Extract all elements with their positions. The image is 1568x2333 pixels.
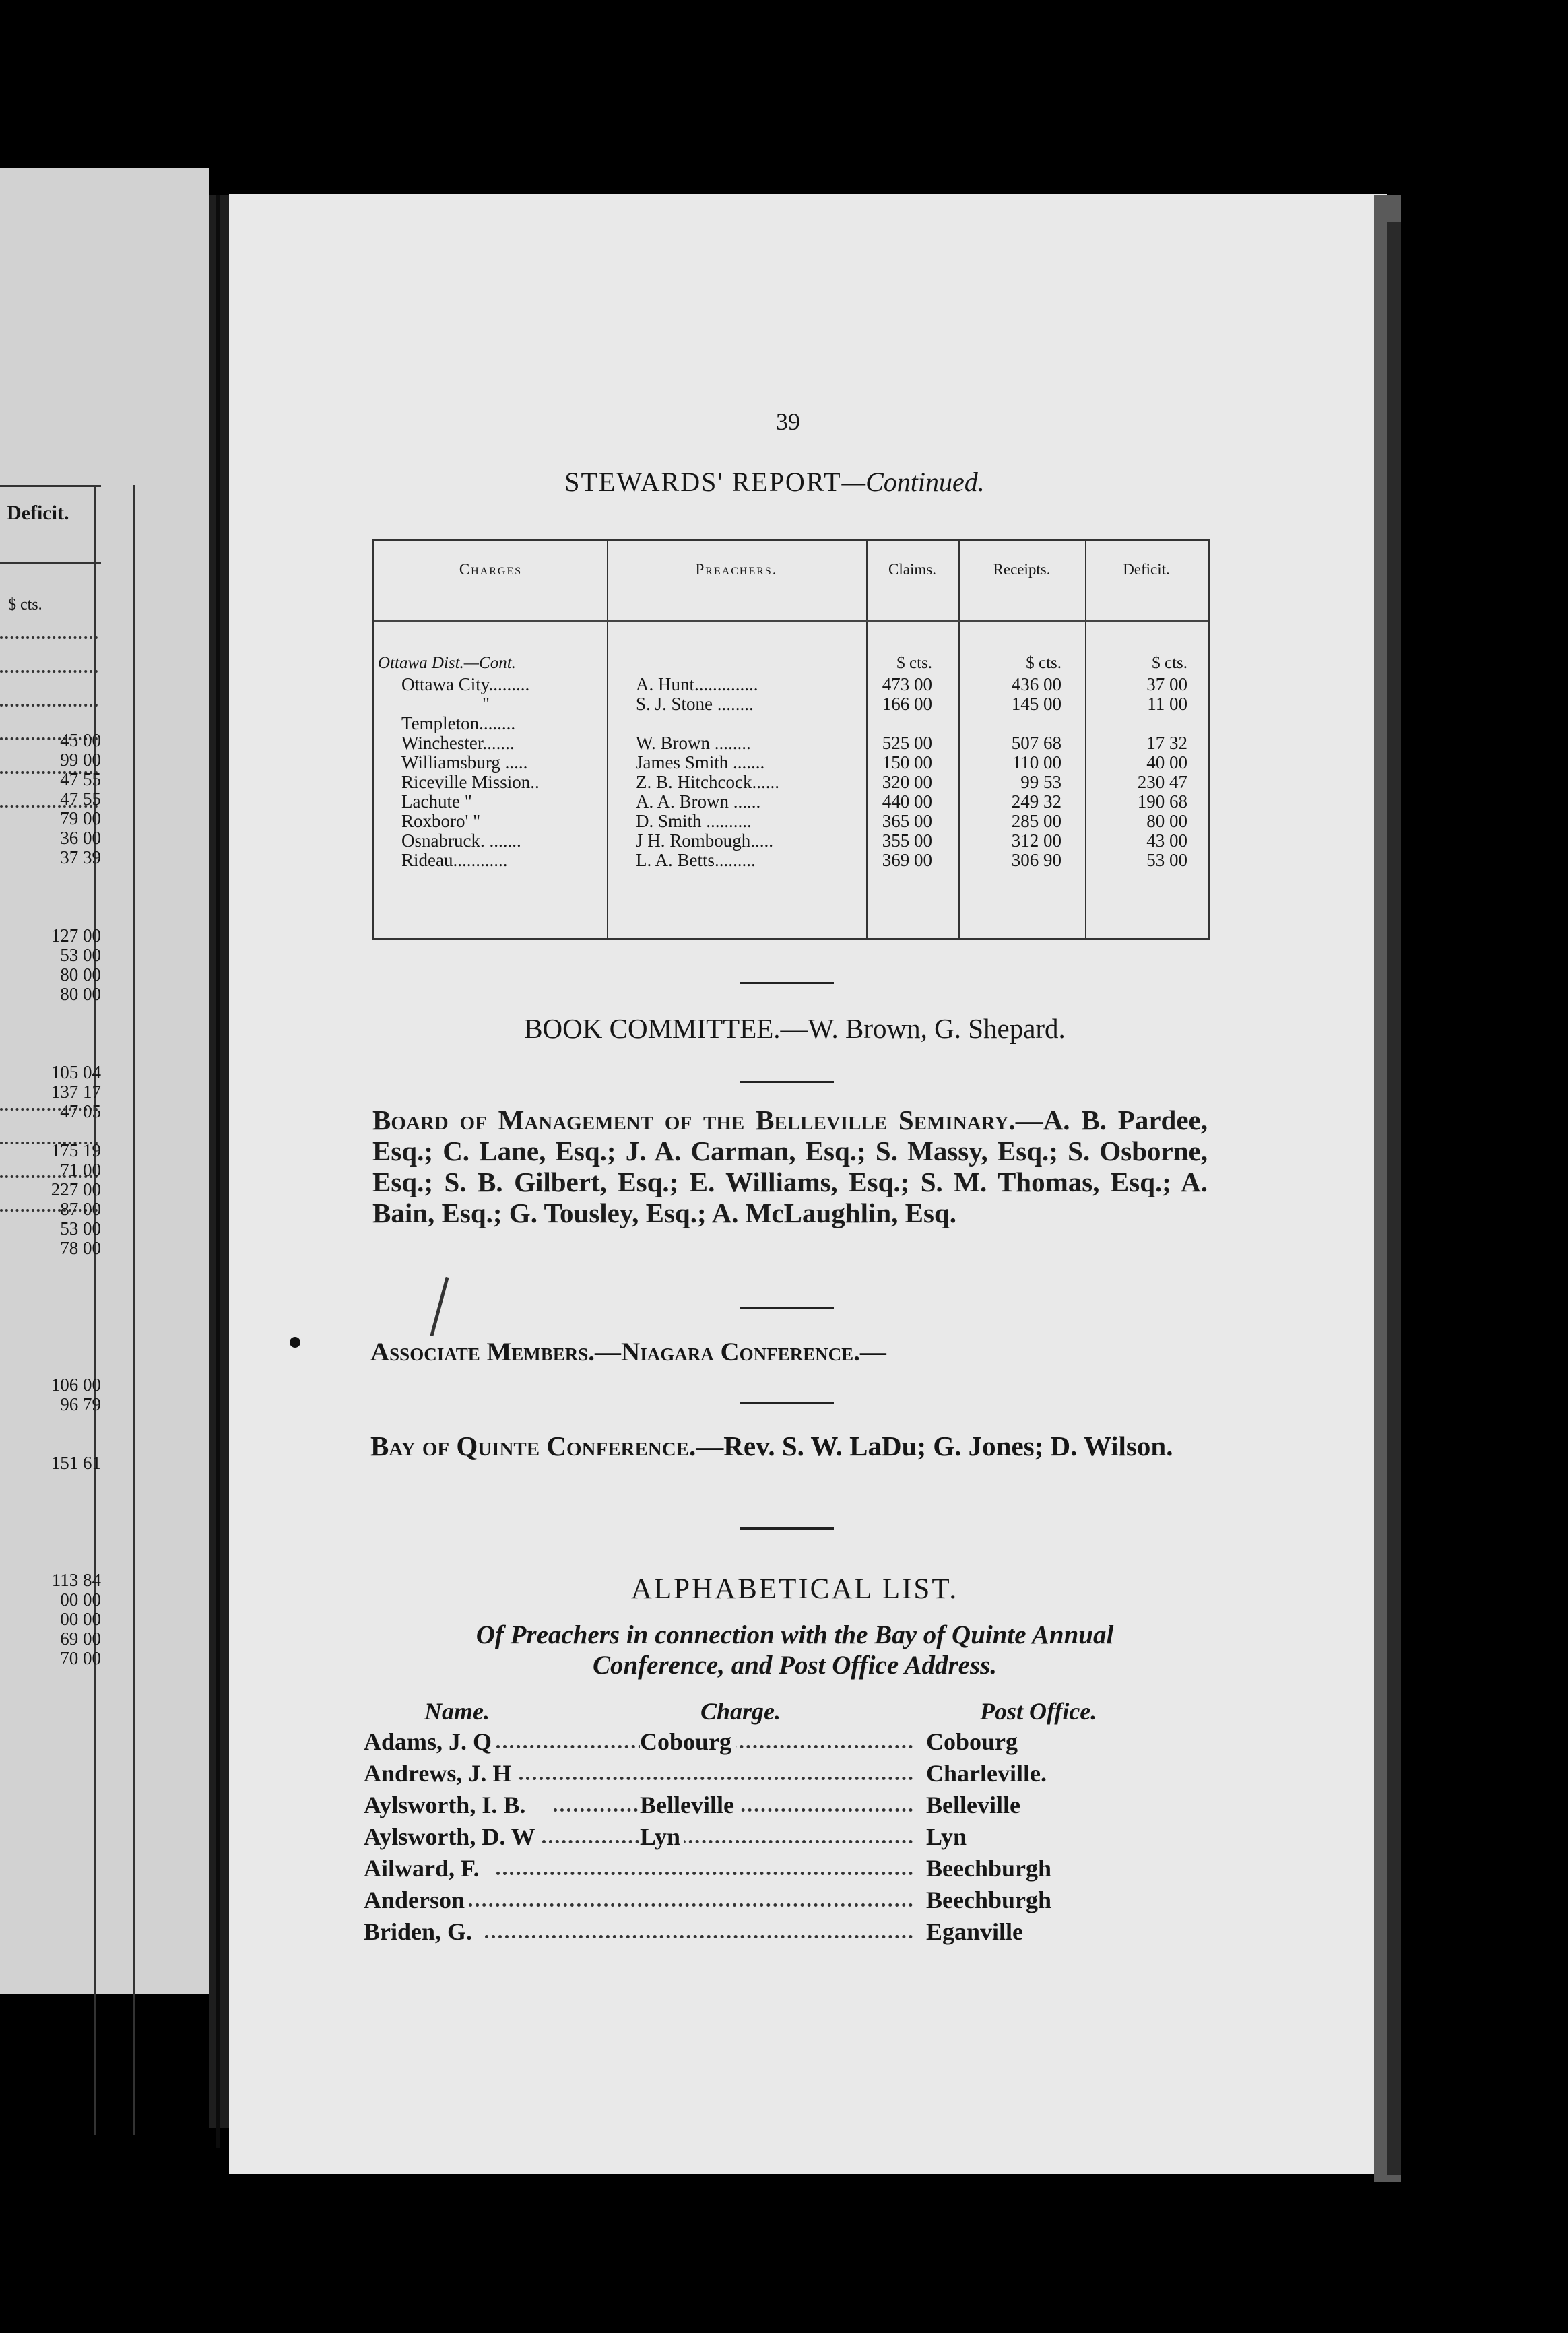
left-gap — [20, 1317, 101, 1336]
bay-quinte-text: —Rev. S. W. LaDu; G. Jones; D. Wilson. — [696, 1431, 1173, 1461]
left-gap — [20, 1551, 101, 1571]
alpha-name: Ailward, F. — [364, 1854, 484, 1882]
alpha-header-name: Name. — [424, 1698, 490, 1725]
cell-deficit: 17 32 — [1146, 733, 1187, 753]
left-dots — [0, 670, 98, 673]
cell-charge: " — [482, 694, 490, 714]
leader-dots — [519, 1777, 913, 1780]
left-gap — [20, 887, 101, 907]
table-row — [374, 713, 1208, 733]
left-value: 227 00 — [51, 1179, 101, 1200]
cell-receipts: 99 53 — [1020, 772, 1061, 792]
report-title-suffix: —Continued. — [841, 467, 985, 497]
left-gap — [20, 1492, 101, 1512]
list-item — [364, 1854, 1212, 1885]
associate-text: — — [859, 1338, 886, 1367]
cell-charge: Osnabruck. ....... — [401, 830, 521, 851]
left-dots — [0, 636, 98, 639]
left-value: 151 61 — [51, 1453, 101, 1473]
cell-preacher: D. Smith .......... — [636, 811, 752, 831]
alpha-post: Cobourg — [926, 1728, 1022, 1756]
cell-deficit: 37 00 — [1146, 674, 1187, 694]
left-gap — [20, 867, 101, 887]
report-title — [471, 466, 1078, 498]
left-value: 47 55 — [60, 769, 101, 789]
cell-claims: 166 00 — [882, 694, 932, 714]
table-row — [374, 674, 1208, 694]
cell-preacher: A. A. Brown ...... — [636, 791, 761, 812]
cell-claims: 473 00 — [882, 674, 932, 694]
alpha-header-post: Post Office. — [980, 1698, 1097, 1725]
cell-charge: Williamsburg ..... — [401, 752, 528, 773]
alpha-post: Beechburgh — [926, 1854, 1055, 1882]
cell-receipts: 436 00 — [1011, 674, 1061, 694]
associate-members — [370, 1337, 1206, 1367]
left-value: 113 84 — [51, 1570, 101, 1590]
alpha-name: Aylsworth, I. B. — [364, 1791, 529, 1819]
alpha-post: Eganville — [926, 1917, 1027, 1946]
section-rule — [740, 1527, 834, 1530]
margin-dot — [290, 1337, 300, 1348]
board-members: —A. B. Pardee, Esq.; C. Lane, Esq.; J. A. Carman, Esq.; S. Massy, Esq.; S. Osborne, Esq.; S. B. Gilbert, Esq.; E. Williams, Esq.; S. M. Thomas, Esq.; A. Bain, Esq.; G. Tousley, Esq.; A. McLaughlin, Esq. — [372, 1105, 1208, 1228]
bay-quinte-label: Bay of Quinte Conference. — [370, 1431, 696, 1461]
gutter-line — [216, 195, 220, 2148]
left-value: 47 55 — [60, 789, 101, 809]
cell-receipts: 312 00 — [1011, 830, 1061, 851]
left-gap — [20, 1258, 101, 1278]
cell-charge: Roxboro' " — [401, 811, 481, 831]
col-header-preachers: Preachers. — [695, 561, 778, 578]
leader-dots — [462, 1903, 913, 1907]
left-value: 47 05 — [60, 1101, 101, 1121]
cell-preacher: A. Hunt.............. — [636, 674, 758, 694]
left-value: 37 39 — [60, 847, 101, 867]
section-rule — [740, 1307, 834, 1309]
cell-charge: Ottawa City......... — [401, 674, 530, 694]
left-gap — [20, 1278, 101, 1297]
list-item — [364, 1791, 1212, 1822]
left-page-header: Deficit. — [7, 502, 69, 524]
report-title-text: STEWARDS' REPORT — [564, 467, 842, 497]
section-rule — [740, 1402, 834, 1404]
alpha-charge: Belleville — [640, 1791, 738, 1819]
district-label: Ottawa Dist.—Cont. — [378, 654, 516, 672]
alphabetical-list-title: ALPHABETICAL LIST. — [630, 1573, 959, 1605]
cell-charge: Riceville Mission.. — [401, 772, 540, 792]
alpha-name: Adams, J. Q — [364, 1728, 496, 1756]
subtitle-line-2: Conference, and Post Office Address. — [592, 1651, 998, 1680]
cell-receipts: 145 00 — [1011, 694, 1061, 714]
unit-claims: $ cts. — [896, 654, 932, 672]
alpha-post: Belleville — [926, 1791, 1024, 1819]
table-row — [374, 654, 1208, 674]
left-value: 53 00 — [60, 1218, 101, 1239]
left-value: 45 00 — [60, 730, 101, 750]
left-value: 53 00 — [60, 945, 101, 965]
table-row — [374, 850, 1208, 870]
cell-receipts: 249 32 — [1011, 791, 1061, 812]
left-rule — [0, 562, 101, 564]
list-item — [364, 1917, 1212, 1948]
table-row — [374, 772, 1208, 792]
cell-deficit: 40 00 — [1146, 752, 1187, 773]
cell-claims: 320 00 — [882, 772, 932, 792]
left-value: 175 19 — [51, 1140, 101, 1160]
left-rule — [0, 485, 101, 487]
left-gap — [20, 1336, 101, 1356]
cell-receipts: 110 00 — [1012, 752, 1061, 773]
left-page-values — [20, 731, 101, 1668]
list-item — [364, 1728, 1212, 1759]
cell-charge: Lachute " — [401, 791, 472, 812]
left-gap — [20, 1004, 101, 1024]
left-value: 36 00 — [60, 828, 101, 848]
page-number: 39 — [776, 408, 800, 435]
cell-claims: 365 00 — [882, 811, 932, 831]
list-item — [364, 1886, 1212, 1917]
cell-claims: 525 00 — [882, 733, 932, 753]
left-gap — [20, 907, 101, 926]
left-column-rule — [133, 485, 135, 2135]
book-committee: BOOK COMMITTEE.—W. Brown, G. Shepard. — [524, 1013, 1066, 1044]
table-row — [374, 694, 1208, 714]
left-gap — [20, 1297, 101, 1317]
col-header-deficit: Deficit. — [1123, 561, 1170, 578]
alpha-name: Andrews, J. H — [364, 1759, 515, 1787]
cell-deficit: 190 68 — [1137, 791, 1187, 812]
left-unit: $ cts. — [8, 596, 42, 614]
left-value: 78 00 — [60, 1238, 101, 1258]
left-value: 80 00 — [60, 984, 101, 1004]
cell-receipts: 507 68 — [1011, 733, 1061, 753]
left-value: 99 00 — [60, 750, 101, 770]
board-of-management — [372, 1105, 1208, 1228]
left-value: 137 17 — [51, 1082, 101, 1102]
table-row — [374, 811, 1208, 831]
alpha-charge: Cobourg — [640, 1728, 736, 1756]
alpha-name: Briden, G. — [364, 1917, 476, 1946]
alpha-post: Lyn — [926, 1822, 971, 1851]
subtitle-line-1: Of Preachers in connection with the Bay of Quinte Annual — [476, 1620, 1114, 1649]
table-row — [374, 752, 1208, 773]
col-header-charges: Charges — [459, 561, 523, 578]
alpha-header-charge: Charge. — [700, 1698, 781, 1725]
alpha-name: Aylsworth, D. W — [364, 1822, 540, 1851]
alpha-name: Anderson — [364, 1886, 469, 1914]
left-value: 87 00 — [60, 1199, 101, 1219]
left-value: 00 00 — [60, 1589, 101, 1610]
cell-claims: 369 00 — [882, 850, 932, 870]
header-rule — [374, 620, 1208, 622]
cell-deficit: 53 00 — [1146, 850, 1187, 870]
left-value: 80 00 — [60, 964, 101, 985]
unit-deficit: $ cts. — [1152, 654, 1187, 672]
alpha-charge: Lyn — [640, 1822, 684, 1851]
cell-deficit: 80 00 — [1146, 811, 1187, 831]
cell-preacher: Z. B. Hitchcock...... — [636, 772, 779, 792]
left-value: 106 00 — [51, 1375, 101, 1395]
alpha-post: Beechburgh — [926, 1886, 1055, 1914]
cell-preacher: S. J. Stone ........ — [636, 694, 754, 714]
left-gap — [20, 1434, 101, 1453]
leader-dots — [496, 1872, 913, 1875]
left-dots — [0, 704, 98, 707]
board-label: Board of Management of the Belleville Seminary. — [372, 1105, 1016, 1136]
cell-deficit: 230 47 — [1137, 772, 1187, 792]
alphabetical-list-subtitle — [367, 1620, 1222, 1680]
cell-receipts: 285 00 — [1011, 811, 1061, 831]
left-value: 96 79 — [60, 1394, 101, 1414]
cell-deficit: 11 00 — [1147, 694, 1187, 714]
cell-charge: Winchester....... — [401, 733, 515, 753]
unit-receipts: $ cts. — [1026, 654, 1061, 672]
left-gap — [20, 1512, 101, 1532]
list-item — [364, 1759, 1212, 1790]
cell-charge: Rideau............ — [401, 850, 508, 870]
cell-claims: 355 00 — [882, 830, 932, 851]
left-gap — [20, 1414, 101, 1434]
left-gap — [20, 1121, 101, 1141]
cell-preacher: W. Brown ........ — [636, 733, 751, 753]
left-value: 70 00 — [60, 1648, 101, 1668]
cell-claims: 150 00 — [882, 752, 932, 773]
page-edge — [1387, 222, 1401, 2175]
left-gap — [20, 1532, 101, 1551]
left-gap — [20, 1473, 101, 1492]
alpha-post: Charleville. — [926, 1759, 1051, 1787]
col-header-claims: Claims. — [888, 561, 936, 578]
leader-dots — [485, 1935, 913, 1938]
table-row — [374, 791, 1208, 812]
cell-preacher: James Smith ....... — [636, 752, 765, 773]
section-rule — [740, 1081, 834, 1083]
left-gap — [20, 1356, 101, 1375]
cell-charge: Templeton........ — [401, 713, 516, 733]
left-value: 71 00 — [60, 1160, 101, 1180]
cell-deficit: 43 00 — [1146, 830, 1187, 851]
left-gap — [20, 1024, 101, 1043]
cell-preacher: J H. Rombough..... — [636, 830, 774, 851]
list-item — [364, 1822, 1212, 1853]
cell-claims: 440 00 — [882, 791, 932, 812]
left-value: 00 00 — [60, 1609, 101, 1629]
col-header-receipts: Receipts. — [993, 561, 1051, 578]
section-rule — [740, 982, 834, 984]
left-value: 69 00 — [60, 1629, 101, 1649]
cell-preacher: L. A. Betts......... — [636, 850, 756, 870]
left-value: 79 00 — [60, 808, 101, 828]
table-row — [374, 830, 1208, 851]
left-value: 127 00 — [51, 925, 101, 946]
left-gap — [20, 1043, 101, 1063]
associate-label: Associate Members.—Niagara Conference. — [370, 1338, 860, 1367]
stewards-report-table — [372, 539, 1210, 940]
leader-dots — [542, 1840, 913, 1843]
bay-of-quinte-conference — [370, 1431, 1206, 1461]
table-row — [374, 733, 1208, 753]
left-value: 105 04 — [51, 1062, 101, 1082]
cell-receipts: 306 90 — [1011, 850, 1061, 870]
